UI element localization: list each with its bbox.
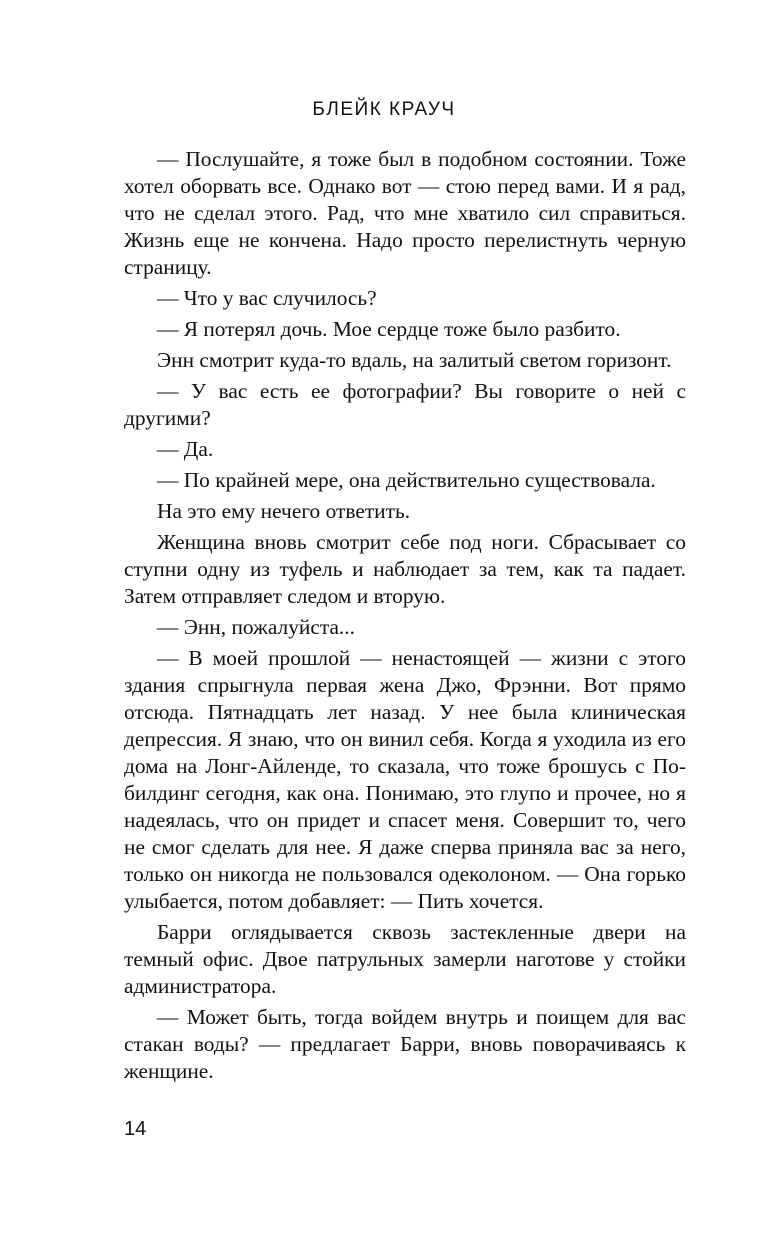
paragraph: — Что у вас случилось? [157,286,377,310]
running-head: БЛЕЙК КРАУЧ [312,99,456,120]
paragraph: — Послушайте, я тоже был в подобном состоянии. Тоже хотел оборвать все. Однако вот — стою перед вами. И я рад, что не сделал этого. Рад, что мне хватило сил справиться. Жизнь еще не кончена. Надо просто перелистнуть черную страницу. [124,147,686,279]
paragraph: Женщина вновь смотрит себе под ноги. Сбрасывает со ступни одну из туфель и наблюдает за тем, как та падает. Затем отправляет следом и вторую. [124,530,686,608]
paragraph: — У вас есть ее фотографии? Вы говорите о ней с другими? [124,379,686,430]
paragraph: — Может быть, тогда войдем внутрь и поищем для вас стакан воды? — предлагает Барри, вновь поворачиваясь к женщине. [124,1005,686,1083]
paragraph: Барри оглядывается сквозь застекленные двери на темный офис. Двое патрульных замерли наготове у стойки администратора. [124,920,686,998]
paragraph: — Да. [157,437,214,461]
body-text [124,146,686,1085]
paragraph: — По крайней мере, она действительно существовала. [157,468,656,492]
paragraph: На это ему нечего ответить. [157,499,411,523]
paragraph: — Я потерял дочь. Мое сердце тоже было разбито. [157,317,621,341]
page-number: 14 [124,1118,147,1140]
paragraph: — Энн, пожалуйста... [157,615,355,639]
paragraph: Энн смотрит куда-то вдаль, на залитый светом горизонт. [157,348,672,372]
paragraph: — В моей прошлой — ненастоящей — жизни с этого здания спрыгнула первая жена Джо, Фрэнни. Вот прямо отсюда. Пятнадцать лет назад. У нее была клиническая депрессия. Я знаю, что он винил себя. Когда я уходила из его дома на Лонг-Айленде, то сказала, что тоже брошусь с По-билдинг сегодня, как она. Понимаю, это глупо и прочее, но я надеялась, что он придет и спасет меня. Совершит то, чего не смог сделать для нее. Я даже сперва приняла вас за него, только он никогда не пользовался одеколоном. — Она горько улыбается, потом добавляет: — Пить хочется. [124,646,686,913]
